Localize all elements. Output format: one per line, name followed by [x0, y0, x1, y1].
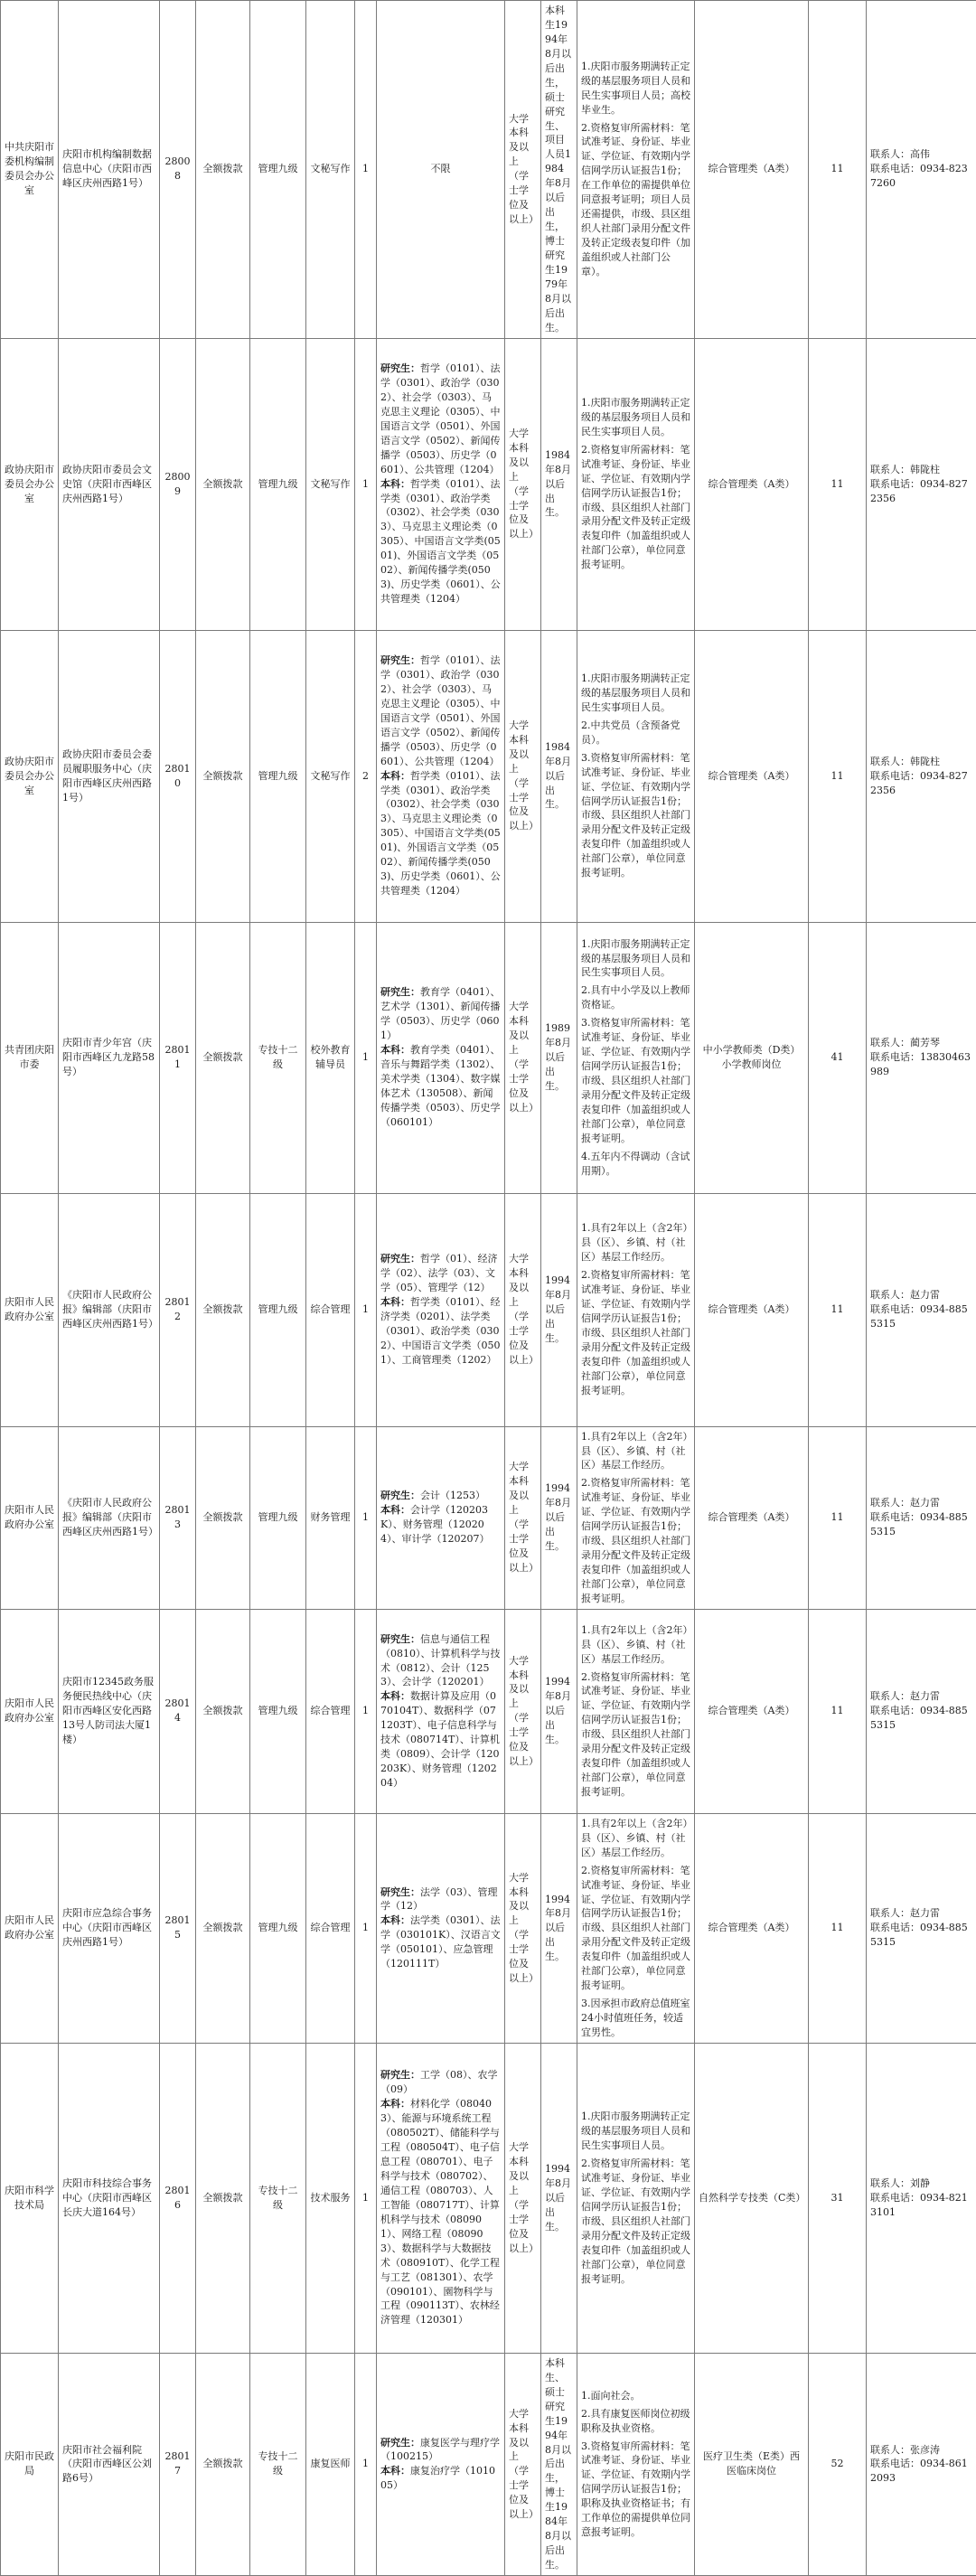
category-code-cell: 41	[809, 922, 867, 1193]
position-code-cell: 28009	[160, 338, 196, 630]
level-cell: 专技十二级	[250, 922, 306, 1193]
ug-major-text: 哲学类（0101）、法学类（0301）、政治学类（0302）、社会学类（0303）、马克思主义理论类（0305）、中国语言文学类(0501)、外国语言文学类（0502）、新闻传播学类(0503)、历史学类（0601）、公共管理类（1204）	[380, 770, 501, 898]
dept-cell: 庆阳市人民政府办公室	[1, 1813, 59, 2043]
level-cell: 管理九级	[250, 1, 306, 339]
major-cell	[377, 2353, 505, 2575]
table-row	[1, 1426, 976, 1609]
position-name-cell: 文秘写作	[306, 338, 355, 630]
dept-cell: 政协庆阳市委员会办公室	[1, 630, 59, 922]
contact-cell: 联系人：蔺芳琴 联系电话：13830463989	[867, 922, 976, 1193]
category-cell: 综合管理类（A类）	[695, 1, 809, 339]
count-cell: 1	[355, 1426, 377, 1609]
unit-cell: 庆阳市应急综合事务中心（庆阳市西峰区庆州西路1号）	[59, 1813, 160, 2043]
category-cell: 综合管理类（A类）	[695, 1193, 809, 1426]
grad-major-label: 研究生：	[380, 1253, 420, 1264]
unit-cell: 《庆阳市人民政府公报》编辑部（庆阳市西峰区庆州西路1号）	[59, 1193, 160, 1426]
category-cell: 综合管理类（A类）	[695, 1609, 809, 1813]
position-code-cell: 28016	[160, 2043, 196, 2353]
grad-major-text: 康复医学与理疗学（100215）	[380, 2437, 500, 2463]
major-cell	[377, 1609, 505, 1813]
dept-cell: 政协庆阳市委员会办公室	[1, 338, 59, 630]
unit-cell: 政协庆阳市委员会文史馆（庆阳市西峰区庆州西路1号）	[59, 338, 160, 630]
education-cell: 大学本科及以上（学士学位及以上）	[505, 1609, 541, 1813]
requirement-item: 2.资格复审所需材料：笔试准考证、身份证、毕业证、学位证、有效期内学信网学历认证报告1份；市级、县区组织人社部门录用分配文件及转正定级表复印件（加盖组织或人社部门公章），单位同意报考证明。	[581, 1268, 690, 1397]
major-cell	[377, 1193, 505, 1426]
position-name-cell: 文秘写作	[306, 1, 355, 339]
other-requirements-cell	[577, 630, 695, 922]
category-code-cell: 11	[809, 630, 867, 922]
education-cell: 大学本科及以上（学士学位及以上）	[505, 338, 541, 630]
count-cell: 1	[355, 922, 377, 1193]
table-row	[1, 2353, 976, 2575]
unit-cell: 庆阳市青少年宫（庆阳市西峰区九龙路58号）	[59, 922, 160, 1193]
position-name-cell: 综合管理	[306, 1813, 355, 2043]
category-cell: 综合管理类（A类）	[695, 1426, 809, 1609]
count-cell: 1	[355, 1, 377, 339]
contact-cell: 联系人：张彦涛 联系电话：0934-8612093	[867, 2353, 976, 2575]
other-requirements-cell	[577, 2043, 695, 2353]
requirement-item: 2.资格复审所需材料：笔试准考证、身份证、毕业证、学位证、有效期内学信网学历认证报告1份；市级、县区组织人社部门录用分配文件及转正定级表复印件（加盖组织或人社部门公章），单位同意报考证明。	[581, 2157, 690, 2286]
ug-major-text: 康复治疗学（101005）	[380, 2465, 495, 2491]
category-cell: 综合管理类（A类）	[695, 1813, 809, 2043]
dept-cell: 庆阳市民政局	[1, 2353, 59, 2575]
funding-cell: 全额拨款	[196, 2043, 250, 2353]
education-cell: 大学本科及以上（学士学位及以上）	[505, 1, 541, 339]
position-name-cell: 综合管理	[306, 1193, 355, 1426]
table-row	[1, 1609, 976, 1813]
ug-major-text: 哲学类（0101）、法学类（0301）、政治学类（0302）、社会学类（0303）、马克思主义理论类（0305）、中国语言文学类(0501)、外国语言文学类（0502）、新闻传播学类(0503)、历史学类（0601）、公共管理类（1204）	[380, 478, 501, 606]
position-code-cell: 28010	[160, 630, 196, 922]
ug-major-text: 会计学（120203K）、财务管理（120204）、审计学（120207）	[380, 1504, 490, 1545]
other-requirements-cell	[577, 2353, 695, 2575]
count-cell: 1	[355, 1193, 377, 1426]
grad-major-label: 研究生：	[380, 1633, 420, 1645]
age-cell: 本科生、硕士研究生1994年8月以后出生，博士生1984年8月以后出生。	[541, 2353, 577, 2575]
requirement-item: 1.具有2年以上（含2年）县（区）、乡镇、村（社区）基层工作经历。	[581, 1817, 690, 1860]
table-row	[1, 1, 976, 339]
position-name-cell: 技术服务	[306, 2043, 355, 2353]
funding-cell: 全额拨款	[196, 1609, 250, 1813]
position-name-cell: 综合管理	[306, 1609, 355, 1813]
ug-major-label: 本科：	[380, 1044, 410, 1056]
funding-cell: 全额拨款	[196, 1193, 250, 1426]
ug-major-text: 法学类（0301）、法学（030101K）、汉语言文学（050101）、应急管理（120111T）	[380, 1914, 501, 1970]
ug-major-label: 本科：	[380, 1914, 410, 1926]
requirement-item: 2.资格复审所需材料：笔试准考证、身份证、毕业证、学位证、有效期内学信网学历认证报告1份；在工作单位的需提供单位同意报考证明；项目人员还需提供，市级、县区组织人社部门录用分配文件及转正定级表复印件（加盖组织或人社部门公章）。	[581, 121, 690, 279]
dept-cell: 中共庆阳市委机构编制委员会办公室	[1, 1, 59, 339]
major-cell	[377, 1426, 505, 1609]
requirement-item: 3.资格复审所需材料：笔试准考证、身份证、毕业证、学位证、有效期内学信网学历认证报告1份；市级、县区组织人社部门录用分配文件及转正定级表复印件（加盖组织或人社部门公章），单位同意报考证明。	[581, 1016, 690, 1145]
count-cell: 1	[355, 338, 377, 630]
table-row	[1, 2043, 976, 2353]
grad-major-label: 研究生：	[380, 986, 420, 998]
table-row	[1, 922, 976, 1193]
ug-major-label: 本科：	[380, 1690, 410, 1702]
funding-cell: 全额拨款	[196, 922, 250, 1193]
age-cell: 1994年8月以后出生。	[541, 1813, 577, 2043]
grad-major-label: 研究生：	[380, 654, 420, 666]
requirement-item: 1.庆阳市服务期满转正定级的基层服务项目人员和民生实事项目人员。	[581, 672, 690, 715]
grad-major-text: 法学（03）、管理学（12）	[380, 1886, 498, 1913]
requirement-item: 3.因承担市政府总值班室24小时值班任务，较适宜男性。	[581, 1997, 690, 2040]
requirement-item: 1.庆阳市服务期满转正定级的基层服务项目人员和民生实事项目人员。	[581, 396, 690, 439]
requirement-item: 3.资格复审所需材料：笔试准考证、身份证、毕业证、学位证、有效期内学信网学历认证报告1份；职称及执业资格证书；有工作单位的需提供单位同意报考证明。	[581, 2440, 690, 2541]
education-cell: 大学本科及以上（学士学位及以上）	[505, 1193, 541, 1426]
other-requirements-cell	[577, 922, 695, 1193]
major-cell	[377, 338, 505, 630]
requirement-item: 2.具有康复医师岗位初级职称及执业资格。	[581, 2407, 690, 2436]
position-code-cell: 28017	[160, 2353, 196, 2575]
requirement-item: 1.庆阳市服务期满转正定级的基层服务项目人员和民生实事项目人员。	[581, 2110, 690, 2153]
table-row	[1, 338, 976, 630]
ug-major-text: 数据计算及应用（070104T）、数据科学（071203T）、电子信息科学与技术（080714T）、计算机类（0809）、会计学（120203K）、财务管理（120204）	[380, 1690, 500, 1789]
ug-major-label: 本科：	[380, 1296, 410, 1308]
contact-cell: 联系人：赵力雷 联系电话：0934-8855315	[867, 1813, 976, 2043]
unit-cell: 庆阳市科技综合事务中心（庆阳市西峰区长庆大道164号）	[59, 2043, 160, 2353]
major-text: 不限	[431, 163, 451, 174]
level-cell: 管理九级	[250, 1609, 306, 1813]
dept-cell: 共青团庆阳市委	[1, 922, 59, 1193]
ug-major-text: 材料化学（080403）、能源与环境系统工程（080502T）、储能科学与工程（080504T）、电子信息工程（080701）、电子科学与技术（080702）、通信工程（080703）、人工智能（080717T）、计算机科学与技术（080901）、网络工程（080903）、数据科学与大数据技术（080910T）、化学工程与工艺（081301）、农学（090101）、園物科学与工程（090113T）、农林经济管理（120301）	[380, 2098, 500, 2326]
category-cell: 医疗卫生类（E类）西医临床岗位	[695, 2353, 809, 2575]
ug-major-label: 本科：	[380, 2098, 410, 2110]
count-cell: 1	[355, 1609, 377, 1813]
unit-cell: 庆阳市12345政务服务便民热线中心（庆阳市西峰区安化西路13号人防司法大厦1楼）	[59, 1609, 160, 1813]
education-cell: 大学本科及以上（学士学位及以上）	[505, 922, 541, 1193]
category-code-cell: 11	[809, 1609, 867, 1813]
grad-major-text: 教育学（0401）、艺术学（1301）、新闻传播学（0503）、历史学（0601）	[380, 986, 501, 1041]
position-name-cell: 康复医师	[306, 2353, 355, 2575]
category-cell: 综合管理类（A类）	[695, 338, 809, 630]
education-cell: 大学本科及以上（学士学位及以上）	[505, 1426, 541, 1609]
other-requirements-cell	[577, 1, 695, 339]
funding-cell: 全额拨款	[196, 1426, 250, 1609]
requirement-item: 2.资格复审所需材料：笔试准考证、身份证、毕业证、学位证、有效期内学信网学历认证报告1份；市级、县区组织人社部门录用分配文件及转正定级表复印件（加盖组织或人社部门公章），单位同意报考证明。	[581, 1864, 690, 1993]
age-cell: 1984年8月以后出生。	[541, 630, 577, 922]
category-cell: 自然科学专技类（C类）	[695, 2043, 809, 2353]
requirement-item: 2.资格复审所需材料：笔试准考证、身份证、毕业证、学位证、有效期内学信网学历认证报告1份；市级、县区组织人社部门录用分配文件及转正定级表复印件（加盖组织或人社部门公章），单位同意报考证明。	[581, 1670, 690, 1800]
age-cell: 1994年8月以后出生。	[541, 1426, 577, 1609]
contact-cell: 联系人：赵力雷 联系电话：0934-8855315	[867, 1426, 976, 1609]
grad-major-text: 会计（1253）	[420, 1490, 485, 1501]
dept-cell: 庆阳市科学技术局	[1, 2043, 59, 2353]
other-requirements-cell	[577, 1609, 695, 1813]
grad-major-text: 哲学（01）、经济学（02）、法学（03）、文学（05）、管理学（12）	[380, 1253, 498, 1293]
major-cell	[377, 630, 505, 922]
contact-cell: 联系人：刘静 联系电话：0934-8213101	[867, 2043, 976, 2353]
grad-major-label: 研究生：	[380, 2069, 420, 2081]
age-cell: 1994年8月以后出生。	[541, 1193, 577, 1426]
age-cell: 1989年8月以后出生。	[541, 922, 577, 1193]
contact-cell: 联系人：韩陇柱 联系电话：0934-8272356	[867, 338, 976, 630]
requirement-item: 2.具有中小学及以上教师资格证。	[581, 983, 690, 1012]
requirement-item: 1.庆阳市服务期满转正定级的基层服务项目人员和民生实事项目人员。	[581, 937, 690, 981]
level-cell: 专技十二级	[250, 2353, 306, 2575]
position-code-cell: 28012	[160, 1193, 196, 1426]
major-cell	[377, 2043, 505, 2353]
requirement-item: 1.庆阳市服务期满转正定级的基层服务项目人员和民生实事项目人员；高校毕业生。	[581, 60, 690, 118]
requirement-item: 2.资格复审所需材料：笔试准考证、身份证、毕业证、学位证、有效期内学信网学历认证报告1份；市级、县区组织人社部门录用分配文件及转正定级表复印件（加盖组织或人社部门公章），单位同意报考证明。	[581, 443, 690, 572]
funding-cell: 全额拨款	[196, 338, 250, 630]
funding-cell: 全额拨款	[196, 2353, 250, 2575]
table-body	[1, 1, 976, 2576]
category-cell: 综合管理类（A类）	[695, 630, 809, 922]
grad-major-text: 哲学（0101）、法学（0301）、政治学（0302）、社会学（0303）、马克思主义理论（0305）、中国语言文学（0501）、外国语言文学（0502）、新闻传播学（0503）、历史学（0601）、公共管理（1204）	[380, 654, 501, 767]
category-code-cell: 11	[809, 1193, 867, 1426]
grad-major-text: 哲学（0101）、法学（0301）、政治学（0302）、社会学（0303）、马克思主义理论（0305）、中国语言文学（0501）、外国语言文学（0502）、新闻传播学（0503）、历史学（0601）、公共管理（1204）	[380, 362, 501, 475]
other-requirements-cell	[577, 1426, 695, 1609]
ug-major-text: 教育学类（0401）、音乐与舞蹈学类（1302）、美术学类（1304）、数字媒体艺术（130508）、新闻传播学类（0503）、历史学（060101）	[380, 1044, 501, 1128]
education-cell: 大学本科及以上（学士学位及以上）	[505, 630, 541, 922]
contact-cell: 联系人：赵力雷 联系电话：0934-8855315	[867, 1193, 976, 1426]
level-cell: 管理九级	[250, 338, 306, 630]
table-row	[1, 1813, 976, 2043]
other-requirements-cell	[577, 1193, 695, 1426]
unit-cell: 庆阳市社会福利院（庆阳市西峰区公刘路6号）	[59, 2353, 160, 2575]
funding-cell: 全额拨款	[196, 1813, 250, 2043]
age-cell: 1984年8月以后出生。	[541, 338, 577, 630]
education-cell: 大学本科及以上（学士学位及以上）	[505, 2043, 541, 2353]
ug-major-label: 本科：	[380, 478, 410, 490]
education-cell: 大学本科及以上（学士学位及以上）	[505, 1813, 541, 2043]
level-cell: 管理九级	[250, 1813, 306, 2043]
age-cell: 本科生1994年8月以后出生，硕士研究生、项目人员1984年8月以后出生，博士研究生1979年8月以后出生。	[541, 1, 577, 339]
major-cell	[377, 1813, 505, 2043]
grad-major-label: 研究生：	[380, 1886, 420, 1898]
position-code-cell: 28011	[160, 922, 196, 1193]
position-code-cell: 28014	[160, 1609, 196, 1813]
count-cell: 1	[355, 1813, 377, 2043]
position-code-cell: 28015	[160, 1813, 196, 2043]
category-code-cell: 11	[809, 1, 867, 339]
requirement-item: 2.资格复审所需材料：笔试准考证、身份证、毕业证、学位证、有效期内学信网学历认证报告1份；市级、县区组织人社部门录用分配文件及转正定级表复印件（加盖组织或人社部门公章），单位同意报考证明。	[581, 1476, 690, 1605]
position-name-cell: 财务管理	[306, 1426, 355, 1609]
unit-cell: 政协庆阳市委员会委员履职服务中心（庆阳市西峰区庆州西路1号）	[59, 630, 160, 922]
position-name-cell: 文秘写作	[306, 630, 355, 922]
category-cell: 中小学教师类（D类）小学教师岗位	[695, 922, 809, 1193]
requirement-item: 4.五年内不得调动（含试用期）。	[581, 1150, 690, 1179]
ug-major-label: 本科：	[380, 770, 410, 782]
unit-cell: 庆阳市机构编制数据信息中心（庆阳市西峰区庆州西路1号）	[59, 1, 160, 339]
dept-cell: 庆阳市人民政府办公室	[1, 1426, 59, 1609]
funding-cell: 全额拨款	[196, 630, 250, 922]
requirement-item: 3.资格复审所需材料：笔试准考证、身份证、毕业证、学位证、有效期内学信网学历认证报告1份；市级、县区组织人社部门录用分配文件及转正定级表复印件（加盖组织或人社部门公章），单位同意报考证明。	[581, 751, 690, 880]
education-cell: 大学本科及以上（学士学位及以上）	[505, 2353, 541, 2575]
major-cell	[377, 1, 505, 339]
age-cell: 1994年8月以后出生。	[541, 1609, 577, 1813]
category-code-cell: 11	[809, 1813, 867, 2043]
level-cell: 管理九级	[250, 1193, 306, 1426]
contact-cell: 联系人：高伟 联系电话：0934-8237260	[867, 1, 976, 339]
requirement-item: 1.具有2年以上（含2年）县（区）、乡镇、村（社区）基层工作经历。	[581, 1430, 690, 1473]
category-code-cell: 11	[809, 1426, 867, 1609]
requirement-item: 1.具有2年以上（含2年）县（区）、乡镇、村（社区）基层工作经历。	[581, 1623, 690, 1667]
contact-cell: 联系人：韩陇柱 联系电话：0934-8272356	[867, 630, 976, 922]
position-code-cell: 28008	[160, 1, 196, 339]
level-cell: 管理九级	[250, 1426, 306, 1609]
requirement-item: 1.具有2年以上（含2年）县（区）、乡镇、村（社区）基层工作经历。	[581, 1221, 690, 1264]
grad-major-text: 工学（08）、农学（09）	[380, 2069, 498, 2095]
major-cell	[377, 922, 505, 1193]
count-cell: 1	[355, 2353, 377, 2575]
grad-major-label: 研究生：	[380, 1490, 420, 1501]
dept-cell: 庆阳市人民政府办公室	[1, 1193, 59, 1426]
ug-major-label: 本科：	[380, 2465, 410, 2477]
count-cell: 1	[355, 2043, 377, 2353]
unit-cell: 《庆阳市人民政府公报》编辑部（庆阳市西峰区庆州西路1号）	[59, 1426, 160, 1609]
age-cell: 1994年8月以后出生。	[541, 2043, 577, 2353]
count-cell: 2	[355, 630, 377, 922]
table-row	[1, 630, 976, 922]
ug-major-text: 哲学类（0101）、经济学类（0201）、法学类（0301）、政治学类（0302）、中国语言文学类（0501）、工商管理类（1202）	[380, 1296, 501, 1366]
table-row	[1, 1193, 976, 1426]
position-code-cell: 28013	[160, 1426, 196, 1609]
contact-cell: 联系人：赵力雷 联系电话：0934-8855315	[867, 1609, 976, 1813]
level-cell: 管理九级	[250, 630, 306, 922]
category-code-cell: 11	[809, 338, 867, 630]
category-code-cell: 52	[809, 2353, 867, 2575]
other-requirements-cell	[577, 1813, 695, 2043]
position-name-cell: 校外教育辅导员	[306, 922, 355, 1193]
grad-major-text: 信息与通信工程（0810）、计算机科学与技术（0812）、会计（1253）、会计学（120201）	[380, 1633, 501, 1688]
other-requirements-cell	[577, 338, 695, 630]
requirement-item: 1.面向社会。	[581, 2389, 690, 2403]
dept-cell: 庆阳市人民政府办公室	[1, 1609, 59, 1813]
grad-major-label: 研究生：	[380, 2437, 420, 2449]
ug-major-label: 本科：	[380, 1504, 410, 1516]
funding-cell: 全额拨款	[196, 1, 250, 339]
grad-major-label: 研究生：	[380, 362, 420, 374]
category-code-cell: 31	[809, 2043, 867, 2353]
requirement-item: 2.中共党员（含预备党员）。	[581, 719, 690, 747]
level-cell: 专技十二级	[250, 2043, 306, 2353]
